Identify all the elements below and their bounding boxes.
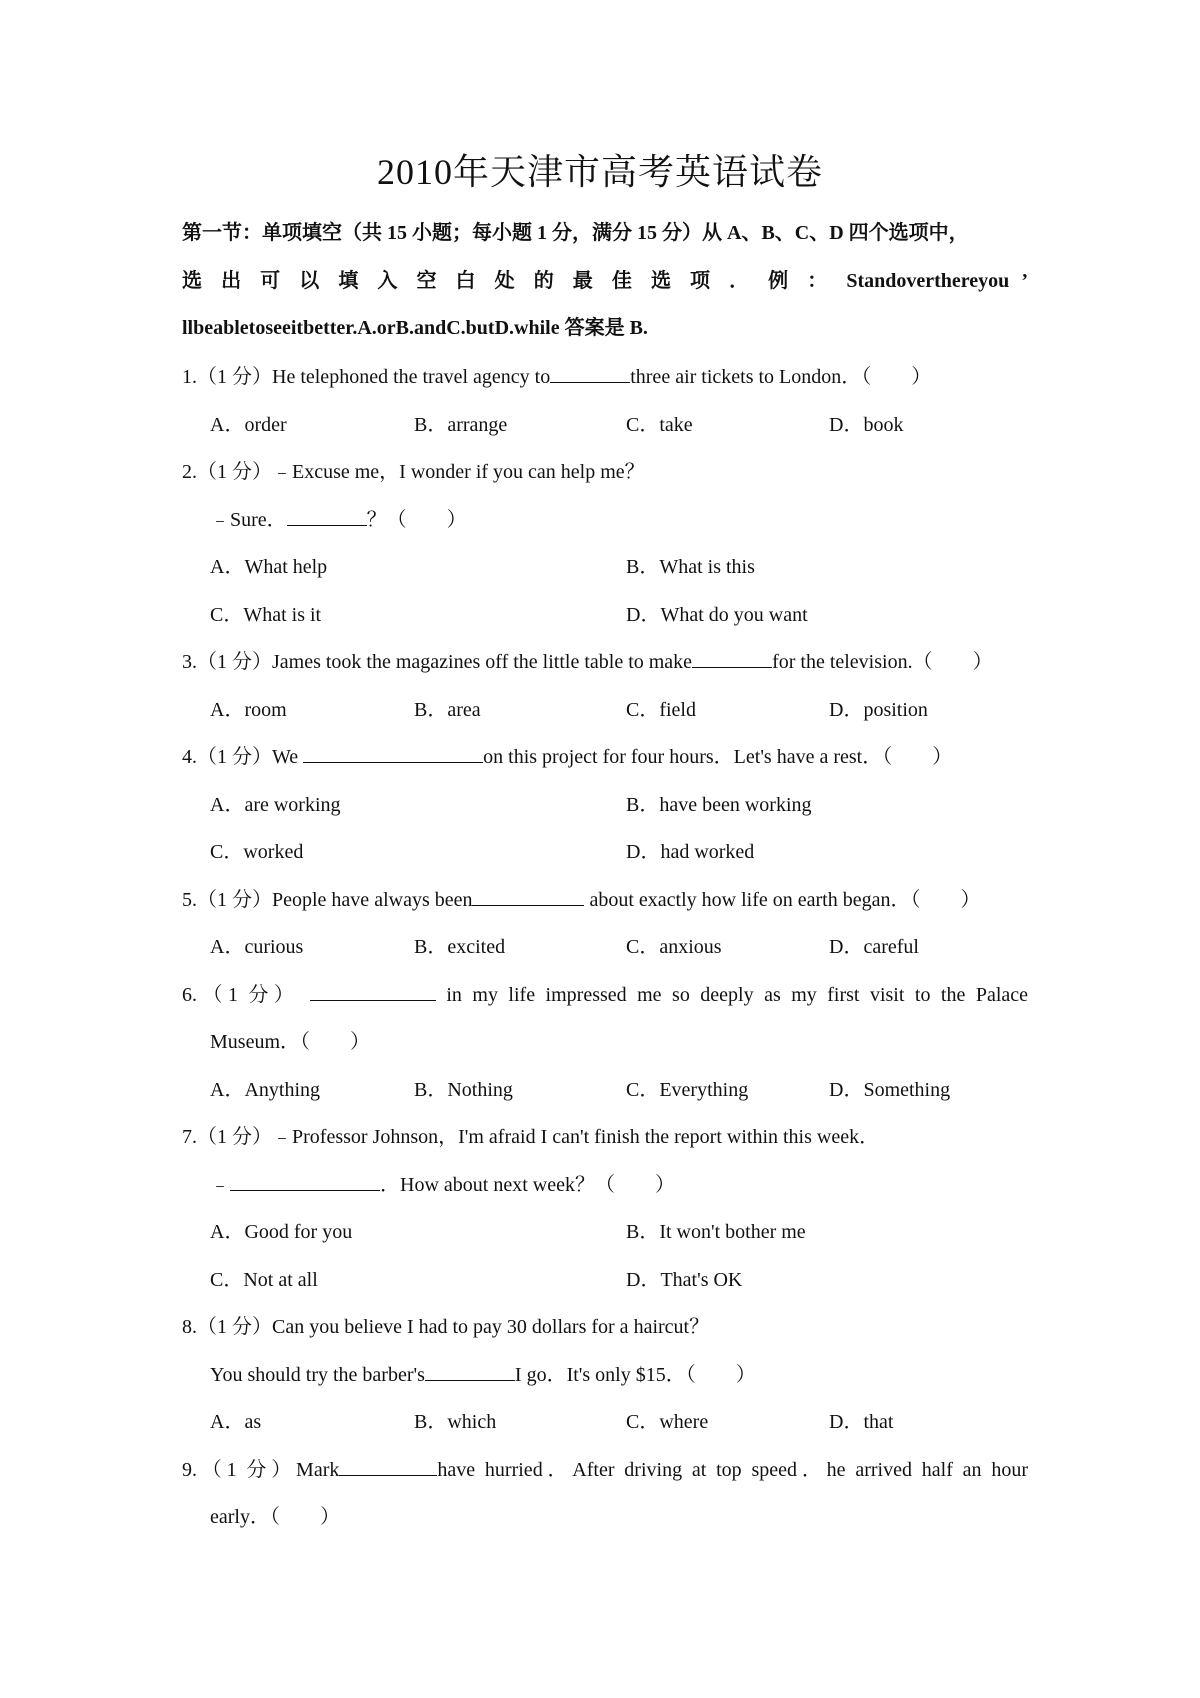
question-6 — [182, 972, 1028, 1115]
section-instructions-line-2: 选 出 可 以 填 入 空 白 处 的 最 佳 选 项 ． 例 ： Standoverthereyou ’ — [182, 269, 1028, 292]
option-d[interactable]: D．that — [829, 1411, 894, 1433]
option-a[interactable]: A．curious — [210, 936, 304, 958]
question-6-options — [182, 1067, 1028, 1115]
question-6-stem — [182, 972, 1028, 1020]
option-b[interactable]: B．arrange — [414, 413, 508, 436]
question-7-options-row-1 — [182, 1209, 1028, 1257]
section-instructions — [182, 210, 1028, 353]
question-2-stem — [182, 449, 1028, 497]
option-a[interactable]: A．room — [210, 698, 287, 721]
question-number: 6.（1 分） — [182, 983, 300, 1006]
question-text: Mark — [296, 1458, 340, 1481]
option-d[interactable]: D．careful — [829, 936, 919, 958]
question-8-stem-line-2 — [182, 1352, 1028, 1400]
question-7-stem-line-2 — [182, 1162, 1028, 1210]
question-2 — [182, 449, 1028, 639]
question-text: People have always been — [272, 888, 473, 911]
question-7-stem — [182, 1114, 1028, 1162]
question-5-stem — [182, 877, 1028, 925]
question-4-options-row-1 — [182, 782, 1028, 830]
option-c[interactable]: C．field — [626, 698, 696, 721]
option-c[interactable]: C．take — [626, 413, 693, 436]
option-a[interactable]: A．as — [210, 1411, 262, 1433]
question-2-options-row-1 — [182, 544, 1028, 592]
question-text: ﹣Professor Johnson，I'm afraid I can't finish the report within this week． — [272, 1126, 880, 1148]
option-d[interactable]: D．had worked — [626, 841, 755, 863]
answer-blank — [425, 1358, 515, 1381]
option-a[interactable]: A．are working — [210, 793, 341, 816]
question-text: have hurried．After driving at top speed．he arrived half an hour — [437, 1458, 1028, 1481]
option-b[interactable]: B．area — [414, 698, 481, 721]
question-number: 3.（1 分） — [182, 651, 272, 673]
question-2-stem-line-2 — [182, 497, 1028, 545]
option-a[interactable]: A．Good for you — [210, 1221, 353, 1243]
question-9 — [182, 1447, 1028, 1542]
question-8 — [182, 1304, 1028, 1447]
option-b[interactable]: B．It won't bother me — [626, 1221, 806, 1243]
question-number: 7.（1 分） — [182, 1126, 272, 1148]
question-text: He telephoned the travel agency to — [272, 366, 551, 388]
option-c[interactable]: C．What is it — [210, 603, 322, 626]
question-text: in my life impressed me so deeply as my first visit to the Palace — [446, 983, 1028, 1006]
question-number: 2.（1 分） — [182, 461, 272, 483]
option-a[interactable]: A．order — [210, 413, 287, 436]
option-b[interactable]: B．which — [414, 1411, 497, 1433]
answer-blank — [692, 645, 772, 668]
question-text: We — [272, 746, 304, 768]
question-text: ﹣Excuse me，I wonder if you can help me？ — [272, 461, 645, 483]
section-instructions-line-1: 第一节：单项填空（共 15 小题；每小题 1 分，满分 15 分）从 A、B、C、D 四个选项中， — [182, 222, 969, 244]
question-list — [182, 354, 1028, 1542]
option-c[interactable]: C．worked — [210, 841, 304, 863]
question-9-stem-line-2 — [182, 1494, 1028, 1542]
question-9-stem — [182, 1447, 1028, 1495]
option-b[interactable]: B．have been working — [626, 793, 812, 816]
question-1-stem — [182, 354, 1028, 402]
question-text: Museum．（ ） — [210, 1031, 370, 1053]
option-d[interactable]: D．That's OK — [626, 1268, 743, 1291]
question-text: ．How about next week？（ ） — [380, 1173, 675, 1196]
question-text: three air tickets to London．（ ） — [630, 366, 932, 388]
option-d[interactable]: D．Something — [829, 1078, 951, 1101]
question-8-stem — [182, 1304, 1028, 1352]
question-3 — [182, 639, 1028, 734]
option-b[interactable]: B．excited — [414, 936, 506, 958]
answer-blank — [310, 978, 436, 1001]
option-d[interactable]: D．position — [829, 698, 928, 721]
option-b[interactable]: B．Nothing — [414, 1078, 513, 1101]
question-number: 9.（1 分） — [182, 1458, 297, 1481]
question-number: 8.（1 分） — [182, 1316, 272, 1338]
question-text: You should try the barber's — [210, 1363, 425, 1386]
question-text: for the television.（ ） — [772, 651, 993, 673]
question-text: ﹣Sure． — [210, 508, 287, 531]
question-text: early．（ ） — [210, 1506, 340, 1528]
question-text: I go．It's only $15．（ ） — [514, 1363, 756, 1386]
question-6-stem-line-2 — [182, 1019, 1028, 1067]
question-text: ？（ ） — [366, 508, 467, 531]
option-a[interactable]: A．Anything — [210, 1078, 320, 1101]
answer-blank — [230, 1168, 380, 1191]
question-1-options — [182, 402, 1028, 450]
option-c[interactable]: C．Not at all — [210, 1268, 318, 1291]
option-c[interactable]: C．where — [626, 1411, 709, 1433]
answer-blank — [339, 1453, 437, 1476]
question-number: 4.（1 分） — [182, 746, 272, 768]
question-number: 1.（1 分） — [182, 366, 272, 388]
question-2-options-row-2 — [182, 592, 1028, 640]
question-text: about exactly how life on earth began．（ ） — [584, 888, 981, 911]
question-text: on this project for four hours．Let's have a rest．（ ） — [483, 746, 953, 768]
question-text: ﹣ — [210, 1173, 230, 1196]
option-d[interactable]: D．book — [829, 413, 904, 436]
answer-blank — [550, 360, 630, 383]
question-8-options — [182, 1399, 1028, 1447]
answer-blank — [303, 740, 483, 763]
option-d[interactable]: D．What do you want — [626, 603, 808, 626]
option-b[interactable]: B．What is this — [626, 556, 755, 578]
question-3-options — [182, 687, 1028, 735]
section-instructions-line-3: llbeabletoseeitbetter.A.orB.andC.butD.while 答案是 B. — [182, 317, 648, 339]
question-4 — [182, 734, 1028, 877]
question-5 — [182, 877, 1028, 972]
option-a[interactable]: A．What help — [210, 556, 328, 578]
answer-blank — [287, 503, 367, 526]
question-4-stem — [182, 734, 1028, 782]
option-c[interactable]: C．anxious — [626, 936, 722, 958]
question-3-stem — [182, 639, 1028, 687]
question-5-options — [182, 924, 1028, 972]
question-7 — [182, 1114, 1028, 1304]
question-text: Can you believe I had to pay 30 dollars for a haircut？ — [272, 1316, 710, 1338]
answer-blank — [472, 883, 584, 906]
option-c[interactable]: C．Everything — [626, 1078, 749, 1101]
question-text: James took the magazines off the little table to make — [272, 651, 693, 673]
page-title: 2010年天津市高考英语试卷 — [376, 152, 823, 192]
question-7-options-row-2 — [182, 1257, 1028, 1305]
question-4-options-row-2 — [182, 829, 1028, 877]
question-1 — [182, 354, 1028, 449]
question-number: 5.（1 分） — [182, 888, 272, 911]
